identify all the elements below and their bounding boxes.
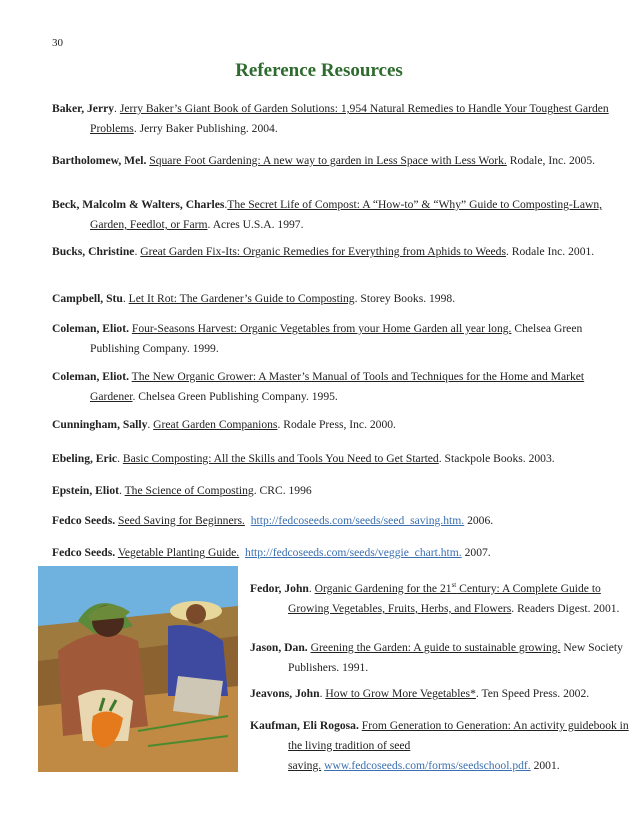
entry-publisher: 2007. — [461, 546, 491, 559]
entry-publisher: . Acres U.S.A. 1997. — [207, 218, 304, 231]
entry-publisher: Rodale, Inc. 2005. — [506, 154, 596, 167]
entry-separator: . — [122, 292, 129, 305]
entry-author: Kaufman, Eli Rogosa. — [250, 719, 359, 732]
entry-author: Bucks, Christine — [52, 245, 135, 258]
reference-entry — [52, 481, 630, 501]
reference-entry — [52, 543, 630, 563]
reference-entry — [52, 289, 630, 309]
reference-entry — [52, 242, 630, 262]
reference-entry — [52, 195, 630, 235]
entry-link[interactable]: http://fedcoseeds.com/seeds/seed_saving.htm. — [250, 514, 465, 527]
reference-entry — [52, 415, 630, 435]
entry-separator: . — [224, 198, 228, 211]
entry-separator: . — [114, 102, 120, 115]
entry-author: Epstein, Eliot — [52, 484, 119, 497]
entry-publisher: . Rodale Press, Inc. 2000. — [277, 418, 396, 431]
entry-link[interactable]: http://fedcoseeds.com/seeds/veggie_chart.htm. — [245, 546, 462, 559]
entry-title: From Generation to Generation: An activity guidebook in the living tradition of seed saving. — [288, 719, 629, 772]
reference-entry — [250, 575, 633, 619]
entry-publisher: . Readers Digest. 2001. — [511, 601, 620, 615]
entry-title: The Secret Life of Compost: A “How-to” & “Why” Guide to Composting-Lawn, Garden, Feedlot, or Farm — [90, 198, 603, 231]
entry-title-part: Century: A Complete Guide to Growing Vegetables, Fruits, Herbs, and Flowers — [288, 581, 601, 615]
entry-publisher: . Jerry Baker Publishing. 2004. — [133, 122, 278, 135]
entry-title: Four-Seasons Harvest: Organic Vegetables from your Home Garden all year long. — [131, 322, 512, 335]
entry-title-superscript: st — [451, 581, 457, 589]
entry-title: Basic Composting: All the Skills and Tools You Need to Get Started — [122, 452, 439, 465]
entry-publisher: . CRC. 1996 — [253, 484, 312, 497]
entry-title: How to Grow More Vegetables* — [325, 687, 476, 700]
reference-entry — [52, 449, 630, 469]
reference-entry — [52, 319, 630, 359]
entry-author: Jason, Dan. — [250, 641, 308, 654]
entry-separator: . — [147, 418, 154, 431]
entry-author: Fedco Seeds. — [52, 546, 116, 559]
reference-entry — [250, 638, 633, 678]
entry-author: Coleman, Eliot. — [52, 370, 129, 383]
entry-title: Great Garden Companions — [153, 418, 278, 431]
reference-entry — [250, 684, 633, 704]
entry-publisher: . Stackpole Books. 2003. — [438, 452, 555, 465]
entry-author: Ebeling, Eric — [52, 452, 118, 465]
entry-separator: . — [134, 245, 141, 258]
entry-title: Vegetable Planting Guide. — [117, 546, 240, 559]
reference-entry — [52, 151, 630, 171]
entry-author: Baker, Jerry — [52, 102, 115, 115]
entry-publisher: New Society Publishers. 1991. — [288, 641, 623, 674]
reference-entry — [52, 367, 630, 407]
entry-author: Cunningham, Sally — [52, 418, 148, 431]
entry-publisher: 2001. — [530, 759, 560, 772]
entry-publisher: Chelsea Green Publishing Company. 1999. — [90, 322, 583, 355]
entry-title: Greening the Garden: A guide to sustainable growing. — [310, 641, 561, 654]
entry-publisher: . Ten Speed Press. 2002. — [475, 687, 590, 700]
entry-title: Square Foot Gardening: A new way to garden in Less Space with Less Work. — [149, 154, 507, 167]
entry-author: Fedco Seeds. — [52, 514, 116, 527]
gardeners-illustration — [38, 566, 238, 772]
entry-title: Let It Rot: The Gardener’s Guide to Composting — [128, 292, 355, 305]
page-number: 30 — [52, 37, 63, 49]
entry-title-part: Organic Gardening for the 21 — [314, 581, 452, 595]
entry-publisher: . Chelsea Green Publishing Company. 1995. — [132, 390, 338, 403]
entry-separator: . — [319, 687, 326, 700]
entry-title: Great Garden Fix-Its: Organic Remedies for Everything from Aphids to Weeds — [140, 245, 506, 258]
entry-separator: . — [308, 581, 315, 595]
entry-title: Seed Saving for Beginners. — [118, 514, 245, 527]
entry-author: Campbell, Stu — [52, 292, 123, 305]
reference-entry — [250, 716, 633, 776]
reference-entry — [52, 99, 630, 139]
page-title: Reference Resources — [235, 60, 403, 81]
entry-publisher: . Rodale Inc. 2001. — [505, 245, 595, 258]
entry-publisher: . Storey Books. 1998. — [354, 292, 456, 305]
entry-title: The Science of Composting — [124, 484, 254, 497]
entry-separator: . — [119, 484, 125, 497]
entry-author: Jeavons, John — [250, 687, 320, 700]
entry-publisher: 2006. — [464, 514, 494, 527]
reference-entry — [52, 511, 630, 531]
entry-author: Coleman, Eliot. — [52, 322, 129, 335]
entry-author: Beck, Malcolm & Walters, Charles — [52, 198, 225, 211]
entry-author: Bartholomew, Mel. — [52, 154, 147, 167]
entry-title: The New Organic Grower: A Master’s Manual of Tools and Techniques for the Home and Market Gardener — [90, 370, 585, 403]
entry-separator: . — [117, 452, 123, 465]
entry-link[interactable]: www.fedcoseeds.com/forms/seedschool.pdf. — [324, 759, 531, 772]
entry-author: Fedor, John — [250, 581, 309, 595]
entry-title: Jerry Baker’s Giant Book of Garden Solutions: 1,954 Natural Remedies to Handle Your Toughest Garden Problems — [90, 102, 609, 135]
